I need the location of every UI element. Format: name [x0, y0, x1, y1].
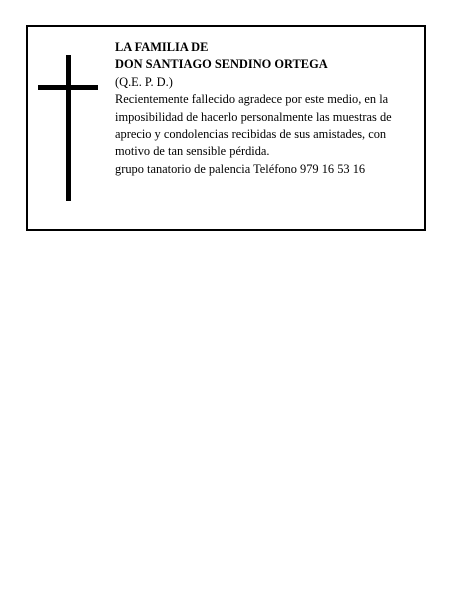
notice-text — [115, 39, 423, 178]
funeral-home-contact: grupo tanatorio de palencia Teléfono 979 16 53 16 — [115, 161, 366, 176]
rip-abbreviation: (Q.E. P. D.) — [115, 74, 173, 89]
cross-icon — [38, 55, 98, 201]
gratitude-message: Recientemente fallecido agradece por este medio, en la imposibilidad de hacerlo personalmente las muestras de aprecio y condolencias recibidas de sus amistades, con motivo de tan sensible pérdida. — [115, 92, 392, 159]
cross-vertical-bar — [66, 55, 71, 201]
cross-horizontal-bar — [38, 85, 98, 90]
deceased-name: DON SANTIAGO SENDINO ORTEGA — [115, 57, 328, 72]
obituary-notice — [26, 25, 426, 231]
family-heading: LA FAMILIA DE — [115, 40, 209, 54]
